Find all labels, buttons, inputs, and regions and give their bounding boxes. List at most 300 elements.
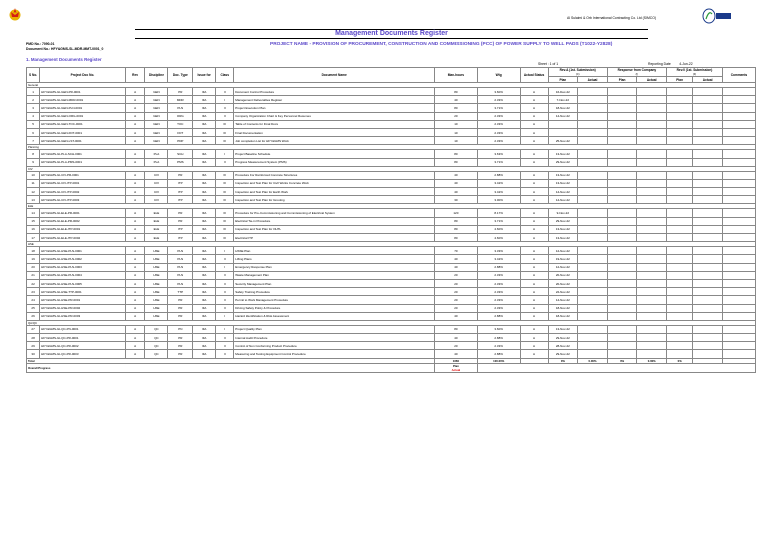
row-rev: A bbox=[125, 342, 145, 350]
row-empty-cell bbox=[607, 137, 637, 145]
row-empty-cell bbox=[693, 271, 723, 279]
row-issue-for: IFA bbox=[193, 342, 216, 350]
row-class: I bbox=[216, 96, 234, 104]
row-actual-status: A bbox=[520, 225, 548, 233]
row-man-hours: 80 bbox=[435, 234, 478, 242]
row-plan-date: 13-Nov-22 bbox=[548, 179, 578, 187]
table-row bbox=[27, 334, 756, 342]
row-document-name: Project Baseline Schedule bbox=[234, 150, 435, 158]
row-man-hours: 40 bbox=[435, 263, 478, 271]
row-wtg: 2.33% bbox=[477, 96, 520, 104]
row-empty-cell bbox=[607, 247, 637, 255]
row-man-hours: 20 bbox=[435, 288, 478, 296]
row-discipline: QC bbox=[145, 350, 168, 358]
row-project-doc: HFY&GMS-GI-ELE-PR-0002 bbox=[40, 217, 126, 225]
overall-progress-row bbox=[27, 363, 756, 372]
row-rev: A bbox=[125, 104, 145, 112]
department-label: CIV bbox=[27, 166, 756, 171]
row-plan-date: 14-Nov-22 bbox=[548, 112, 578, 120]
row-empty-cell bbox=[722, 217, 755, 225]
row-empty-cell bbox=[607, 225, 637, 233]
row-empty-cell bbox=[637, 209, 667, 217]
row-man-hours: 20 bbox=[435, 271, 478, 279]
row-rev: A bbox=[125, 179, 145, 187]
table-row bbox=[27, 325, 756, 333]
row-empty-cell bbox=[667, 179, 693, 187]
row-empty-cell bbox=[637, 225, 667, 233]
row-empty-cell bbox=[693, 104, 723, 112]
row-document-name: Electrical Tie-in Procedure bbox=[234, 217, 435, 225]
row-discipline: ELE bbox=[145, 234, 168, 242]
row-empty-cell bbox=[667, 271, 693, 279]
row-empty-cell bbox=[637, 271, 667, 279]
row-empty-cell bbox=[722, 112, 755, 120]
row-sno: 6 bbox=[27, 128, 40, 136]
row-empty-cell bbox=[722, 342, 755, 350]
row-empty-cell bbox=[607, 128, 637, 136]
table-row bbox=[27, 288, 756, 296]
col-sno: S No. bbox=[27, 68, 40, 83]
row-empty-cell bbox=[637, 188, 667, 196]
row-discipline: GEN bbox=[145, 96, 168, 104]
row-plan-date: 13-Nov-22 bbox=[548, 325, 578, 333]
row-rev: A bbox=[125, 234, 145, 242]
row-issue-for: IFA bbox=[193, 128, 216, 136]
row-actual-status: A bbox=[520, 263, 548, 271]
row-empty-cell bbox=[607, 263, 637, 271]
row-doc-type: FDT bbox=[168, 128, 193, 136]
row-class: II bbox=[216, 104, 234, 112]
row-doc-type: PR bbox=[168, 342, 193, 350]
row-empty-cell bbox=[637, 263, 667, 271]
row-issue-for: IFA bbox=[193, 304, 216, 312]
row-empty-cell bbox=[667, 304, 693, 312]
row-project-doc: HFY&GMS-GI-HSE-PLN-0001 bbox=[40, 247, 126, 255]
table-row bbox=[27, 271, 756, 279]
row-document-name: Control of Non Conforming Product Procedure bbox=[234, 342, 435, 350]
row-doc-type: PLN bbox=[168, 263, 193, 271]
row-empty-cell bbox=[722, 312, 755, 320]
row-empty-cell bbox=[637, 112, 667, 120]
row-empty-cell bbox=[607, 255, 637, 263]
row-empty-cell bbox=[667, 150, 693, 158]
row-empty-cell bbox=[693, 209, 723, 217]
row-wtg: 3.71% bbox=[477, 104, 520, 112]
row-issue-for: IFA bbox=[193, 225, 216, 233]
row-plan-date: 18-Nov-22 bbox=[548, 304, 578, 312]
row-sno: 1 bbox=[27, 88, 40, 96]
row-issue-for: IFA bbox=[193, 296, 216, 304]
row-empty-cell bbox=[693, 312, 723, 320]
row-sno: 18 bbox=[27, 247, 40, 255]
row-document-name: Project Quality Plan bbox=[234, 325, 435, 333]
row-empty-cell bbox=[722, 188, 755, 196]
row-class: III bbox=[216, 137, 234, 145]
overall-progress-label: Overall Progress bbox=[27, 363, 435, 372]
row-document-name: Driving Safety Policy & Procedure bbox=[234, 304, 435, 312]
row-rev: A bbox=[125, 120, 145, 128]
row-empty-cell bbox=[693, 96, 723, 104]
row-project-doc: HFY&GMS-GI-CIV-PR-0001 bbox=[40, 171, 126, 179]
row-rev: A bbox=[125, 225, 145, 233]
row-man-hours: 40 bbox=[435, 334, 478, 342]
row-empty-cell bbox=[693, 128, 723, 136]
row-empty-cell bbox=[693, 247, 723, 255]
row-discipline: GEN bbox=[145, 120, 168, 128]
row-empty-cell bbox=[693, 263, 723, 271]
row-empty-cell bbox=[578, 325, 608, 333]
row-document-name: Lifting Plans bbox=[234, 255, 435, 263]
project-name: PROJECT NAME - PROVISION OF PROCUREMENT, CONSTRUCTION AND COMMISSIONING (PCC) OF POWER SUPPLY TO WELL PADS (T1022-Y2828) bbox=[270, 42, 613, 47]
table-row bbox=[27, 296, 756, 304]
row-rev: A bbox=[125, 128, 145, 136]
row-discipline: HSE bbox=[145, 312, 168, 320]
row-plan-date: 13-Nov-22 bbox=[548, 234, 578, 242]
row-project-doc: HFY&GMS-GI-ELE-ITP-0001 bbox=[40, 225, 126, 233]
row-project-doc: HFY&GMS-GI-QC-PN-0001 bbox=[40, 325, 126, 333]
row-actual-status: A bbox=[520, 334, 548, 342]
row-rev: A bbox=[125, 158, 145, 166]
row-rev: A bbox=[125, 209, 145, 217]
row-rev: A bbox=[125, 171, 145, 179]
row-wtg: 2.88% bbox=[477, 171, 520, 179]
table-row bbox=[27, 158, 756, 166]
row-man-hours: 40 bbox=[435, 179, 478, 187]
row-wtg: 2.33% bbox=[477, 296, 520, 304]
row-empty-cell bbox=[722, 128, 755, 136]
row-class: III bbox=[216, 120, 234, 128]
row-sno: 25 bbox=[27, 304, 40, 312]
row-empty-cell bbox=[578, 171, 608, 179]
row-issue-for: IFA bbox=[193, 247, 216, 255]
row-empty-cell bbox=[693, 342, 723, 350]
row-plan-date: 13-Nov-22 bbox=[548, 150, 578, 158]
row-project-doc: HFY&GMS-GI-GEN-PR-0001 bbox=[40, 88, 126, 96]
row-rev: A bbox=[125, 196, 145, 204]
row-empty-cell bbox=[693, 217, 723, 225]
row-empty-cell bbox=[667, 288, 693, 296]
total-actual-2: 0.00% bbox=[637, 358, 667, 363]
row-empty-cell bbox=[578, 296, 608, 304]
row-project-doc: HFY&GMS-GI-GEN-LST-0001 bbox=[40, 137, 126, 145]
row-wtg: 3.42% bbox=[477, 255, 520, 263]
row-empty-cell bbox=[607, 279, 637, 287]
row-actual-status: A bbox=[520, 234, 548, 242]
row-doc-type: ITP bbox=[168, 196, 193, 204]
row-man-hours: 20 bbox=[435, 304, 478, 312]
row-document-name: Inspection and Test Plan for OHTL bbox=[234, 225, 435, 233]
row-empty-cell bbox=[578, 137, 608, 145]
company-name: Al Sulaimi & Orb International Contracting Co. Ltd (SIMCO) bbox=[567, 16, 656, 20]
row-wtg: 8.17% bbox=[477, 209, 520, 217]
table-row bbox=[27, 171, 756, 179]
row-empty-cell bbox=[637, 312, 667, 320]
row-actual-status: A bbox=[520, 209, 548, 217]
row-project-doc: HFY&GMS-GI-CIV-ITP-0003 bbox=[40, 196, 126, 204]
row-empty-cell bbox=[637, 120, 667, 128]
row-class: III bbox=[216, 171, 234, 179]
table-row bbox=[27, 120, 756, 128]
col-plan-2: Plan bbox=[607, 77, 637, 83]
row-sno: 2 bbox=[27, 96, 40, 104]
table-row bbox=[27, 96, 756, 104]
row-doc-type: TOC bbox=[168, 120, 193, 128]
table-row bbox=[27, 255, 756, 263]
row-rev: A bbox=[125, 88, 145, 96]
row-sno: 12 bbox=[27, 188, 40, 196]
row-document-name: Final Documentation bbox=[234, 128, 435, 136]
row-empty-cell bbox=[607, 234, 637, 242]
row-empty-cell bbox=[607, 304, 637, 312]
row-doc-type: PR bbox=[168, 350, 193, 358]
row-rev: A bbox=[125, 247, 145, 255]
row-sno: 3 bbox=[27, 104, 40, 112]
row-project-doc: HFY&GMS-GI-ELE-ITP-0002 bbox=[40, 234, 126, 242]
row-project-doc: HFY&GMS-GI-HSE-PR-0002 bbox=[40, 304, 126, 312]
row-empty-cell bbox=[578, 234, 608, 242]
row-empty-cell bbox=[578, 263, 608, 271]
row-sno: 9 bbox=[27, 158, 40, 166]
table-row bbox=[27, 234, 756, 242]
row-class: II bbox=[216, 296, 234, 304]
row-empty-cell bbox=[693, 137, 723, 145]
row-document-name: Internal Audit Procedure bbox=[234, 334, 435, 342]
col-actual-status: Actual Status bbox=[520, 68, 548, 83]
row-empty-cell bbox=[578, 88, 608, 96]
row-empty-cell bbox=[693, 279, 723, 287]
row-plan-date bbox=[548, 120, 578, 128]
row-empty-cell bbox=[722, 158, 755, 166]
row-class: II bbox=[216, 271, 234, 279]
row-empty-cell bbox=[722, 150, 755, 158]
row-sno: 7 bbox=[27, 137, 40, 145]
row-document-name: Company Organization Chart & Key Personnel Resumes bbox=[234, 112, 435, 120]
row-issue-for: IFA bbox=[193, 234, 216, 242]
row-empty-cell bbox=[637, 334, 667, 342]
row-issue-for: IFA bbox=[193, 112, 216, 120]
row-discipline: ELE bbox=[145, 225, 168, 233]
row-document-name: Emergency Response Plan bbox=[234, 263, 435, 271]
row-empty-cell bbox=[637, 342, 667, 350]
row-doc-type: TTP bbox=[168, 288, 193, 296]
row-issue-for: IFA bbox=[193, 104, 216, 112]
row-empty-cell bbox=[722, 247, 755, 255]
row-document-name: Waste Management Plan bbox=[234, 271, 435, 279]
documents-register-table bbox=[26, 67, 756, 373]
row-discipline: HSE bbox=[145, 304, 168, 312]
row-empty-cell bbox=[693, 234, 723, 242]
row-document-name: Hazard Identification & Risk Assessment bbox=[234, 312, 435, 320]
row-empty-cell bbox=[722, 196, 755, 204]
row-plan-date: 20-Nov-22 bbox=[548, 271, 578, 279]
row-document-name: Management Deliverables Register bbox=[234, 96, 435, 104]
row-empty-cell bbox=[607, 209, 637, 217]
row-discipline: PLA bbox=[145, 158, 168, 166]
col-discipline: Discipline bbox=[145, 68, 168, 83]
table-row bbox=[27, 279, 756, 287]
sheet-number: Sheet : 1 of 1 bbox=[538, 62, 559, 66]
row-empty-cell bbox=[607, 88, 637, 96]
row-empty-cell bbox=[637, 296, 667, 304]
company-logo-left bbox=[9, 7, 21, 21]
row-actual-status: A bbox=[520, 279, 548, 287]
row-project-doc: HFY&GMS-GI-ELE-PR-0001 bbox=[40, 209, 126, 217]
row-class: II bbox=[216, 158, 234, 166]
row-plan-date: 18-Nov-22 bbox=[548, 104, 578, 112]
row-empty-cell bbox=[637, 255, 667, 263]
row-issue-for: IFA bbox=[193, 179, 216, 187]
row-issue-for: IFA bbox=[193, 137, 216, 145]
row-empty-cell bbox=[667, 255, 693, 263]
row-issue-for: IFA bbox=[193, 209, 216, 217]
row-actual-status: A bbox=[520, 112, 548, 120]
row-man-hours: 80 bbox=[435, 158, 478, 166]
row-empty-cell bbox=[722, 304, 755, 312]
row-rev: A bbox=[125, 112, 145, 120]
row-empty-cell bbox=[722, 271, 755, 279]
row-discipline: GEN bbox=[145, 104, 168, 112]
table-row bbox=[27, 104, 756, 112]
row-plan-date bbox=[548, 128, 578, 136]
row-discipline: CIV bbox=[145, 179, 168, 187]
row-empty-cell bbox=[637, 350, 667, 358]
row-empty-cell bbox=[722, 225, 755, 233]
row-empty-cell bbox=[607, 312, 637, 320]
row-document-name: Permit to Work Management Procedure bbox=[234, 296, 435, 304]
row-issue-for: IFA bbox=[193, 279, 216, 287]
row-man-hours: 20 bbox=[435, 112, 478, 120]
row-rev: A bbox=[125, 150, 145, 158]
col-rev: Rev bbox=[125, 68, 145, 83]
row-man-hours: 10 bbox=[435, 120, 478, 128]
row-wtg: 3.42% bbox=[477, 179, 520, 187]
row-doc-type: PLN bbox=[168, 271, 193, 279]
row-issue-for: IFA bbox=[193, 171, 216, 179]
row-document-name: Safety Training Procedure bbox=[234, 288, 435, 296]
row-empty-cell bbox=[578, 150, 608, 158]
row-class: III bbox=[216, 179, 234, 187]
row-empty-cell bbox=[607, 296, 637, 304]
row-man-hours: 80 bbox=[435, 104, 478, 112]
row-sno: 23 bbox=[27, 288, 40, 296]
row-wtg: 3.60% bbox=[477, 325, 520, 333]
row-doc-type: SCH bbox=[168, 150, 193, 158]
row-discipline: QC bbox=[145, 342, 168, 350]
row-empty-cell bbox=[667, 225, 693, 233]
row-man-hours: 20 bbox=[435, 296, 478, 304]
row-empty-cell bbox=[693, 288, 723, 296]
row-class: I bbox=[216, 312, 234, 320]
row-wtg: 3.63% bbox=[477, 150, 520, 158]
row-discipline: GEN bbox=[145, 128, 168, 136]
row-discipline: CIV bbox=[145, 171, 168, 179]
row-wtg: 2.33% bbox=[477, 137, 520, 145]
row-man-hours: 80 bbox=[435, 225, 478, 233]
row-issue-for: IFA bbox=[193, 88, 216, 96]
row-project-doc: HFY&GMS-GI-QC-PR-0001 bbox=[40, 334, 126, 342]
row-empty-cell bbox=[693, 325, 723, 333]
row-empty-cell bbox=[607, 96, 637, 104]
row-issue-for: IFA bbox=[193, 271, 216, 279]
row-class: III bbox=[216, 128, 234, 136]
row-wtg: 3.33% bbox=[477, 247, 520, 255]
row-plan-date: 28-Nov-22 bbox=[548, 342, 578, 350]
row-empty-cell bbox=[667, 137, 693, 145]
row-wtg: 2.33% bbox=[477, 271, 520, 279]
row-document-name: Inspection and Test Plan for Grouting bbox=[234, 196, 435, 204]
row-man-hours: 10 bbox=[435, 137, 478, 145]
row-plan-date: 20-Nov-22 bbox=[548, 279, 578, 287]
row-plan-date: 29-Nov-22 bbox=[548, 350, 578, 358]
row-empty-cell bbox=[607, 171, 637, 179]
row-empty-cell bbox=[722, 263, 755, 271]
row-empty-cell bbox=[693, 296, 723, 304]
row-plan-date: 14-Nov-22 bbox=[548, 196, 578, 204]
col-document-name: Document Name bbox=[234, 68, 435, 83]
row-actual-status: A bbox=[520, 312, 548, 320]
row-doc-type: PR bbox=[168, 171, 193, 179]
row-issue-for: IFA bbox=[193, 255, 216, 263]
row-empty-cell bbox=[578, 179, 608, 187]
row-empty-cell bbox=[722, 104, 755, 112]
row-project-doc: HFY&GMS-GI-GEN-MDR-0001 bbox=[40, 96, 126, 104]
row-rev: A bbox=[125, 312, 145, 320]
document-number: Document No.: HFY&GMS-SL-MDR-MMT-0001_0 bbox=[26, 47, 104, 51]
row-discipline: HSE bbox=[145, 271, 168, 279]
row-empty-cell bbox=[637, 196, 667, 204]
row-issue-for: IFA bbox=[193, 158, 216, 166]
row-rev: A bbox=[125, 188, 145, 196]
row-empty-cell bbox=[667, 296, 693, 304]
row-rev: A bbox=[125, 271, 145, 279]
row-empty-cell bbox=[578, 342, 608, 350]
row-empty-cell bbox=[637, 325, 667, 333]
row-sno: 21 bbox=[27, 271, 40, 279]
row-project-doc: HFY&GMS-GI-PLA-SCH-0001 bbox=[40, 150, 126, 158]
row-document-name: Electrical ITP bbox=[234, 234, 435, 242]
row-doc-type: ITP bbox=[168, 188, 193, 196]
row-empty-cell bbox=[637, 128, 667, 136]
row-empty-cell bbox=[637, 158, 667, 166]
row-doc-type: PLN bbox=[168, 279, 193, 287]
row-empty-cell bbox=[637, 88, 667, 96]
row-wtg: 3.71% bbox=[477, 158, 520, 166]
row-project-doc: HFY&GMS-GI-QC-PR-0003 bbox=[40, 350, 126, 358]
row-discipline: HSE bbox=[145, 247, 168, 255]
row-wtg: 2.33% bbox=[477, 112, 520, 120]
row-empty-cell bbox=[607, 271, 637, 279]
department-label: QA/QC bbox=[27, 320, 756, 325]
row-plan-date: 18-Nov-22 bbox=[548, 312, 578, 320]
row-discipline: HSE bbox=[145, 279, 168, 287]
row-wtg: 2.88% bbox=[477, 350, 520, 358]
table-row bbox=[27, 312, 756, 320]
row-class: III bbox=[216, 209, 234, 217]
row-actual-status: A bbox=[520, 271, 548, 279]
row-empty-cell bbox=[693, 255, 723, 263]
row-empty-cell bbox=[667, 158, 693, 166]
row-empty-cell bbox=[722, 296, 755, 304]
row-sno: 11 bbox=[27, 179, 40, 187]
row-wtg: 3.60% bbox=[477, 88, 520, 96]
row-class: II bbox=[216, 288, 234, 296]
row-class: II bbox=[216, 334, 234, 342]
row-empty-cell bbox=[607, 158, 637, 166]
row-empty-cell bbox=[607, 288, 637, 296]
row-actual-status: A bbox=[520, 247, 548, 255]
row-project-doc: HFY&GMS-GI-HSE-PLN-0003 bbox=[40, 263, 126, 271]
row-actual-status: A bbox=[520, 196, 548, 204]
